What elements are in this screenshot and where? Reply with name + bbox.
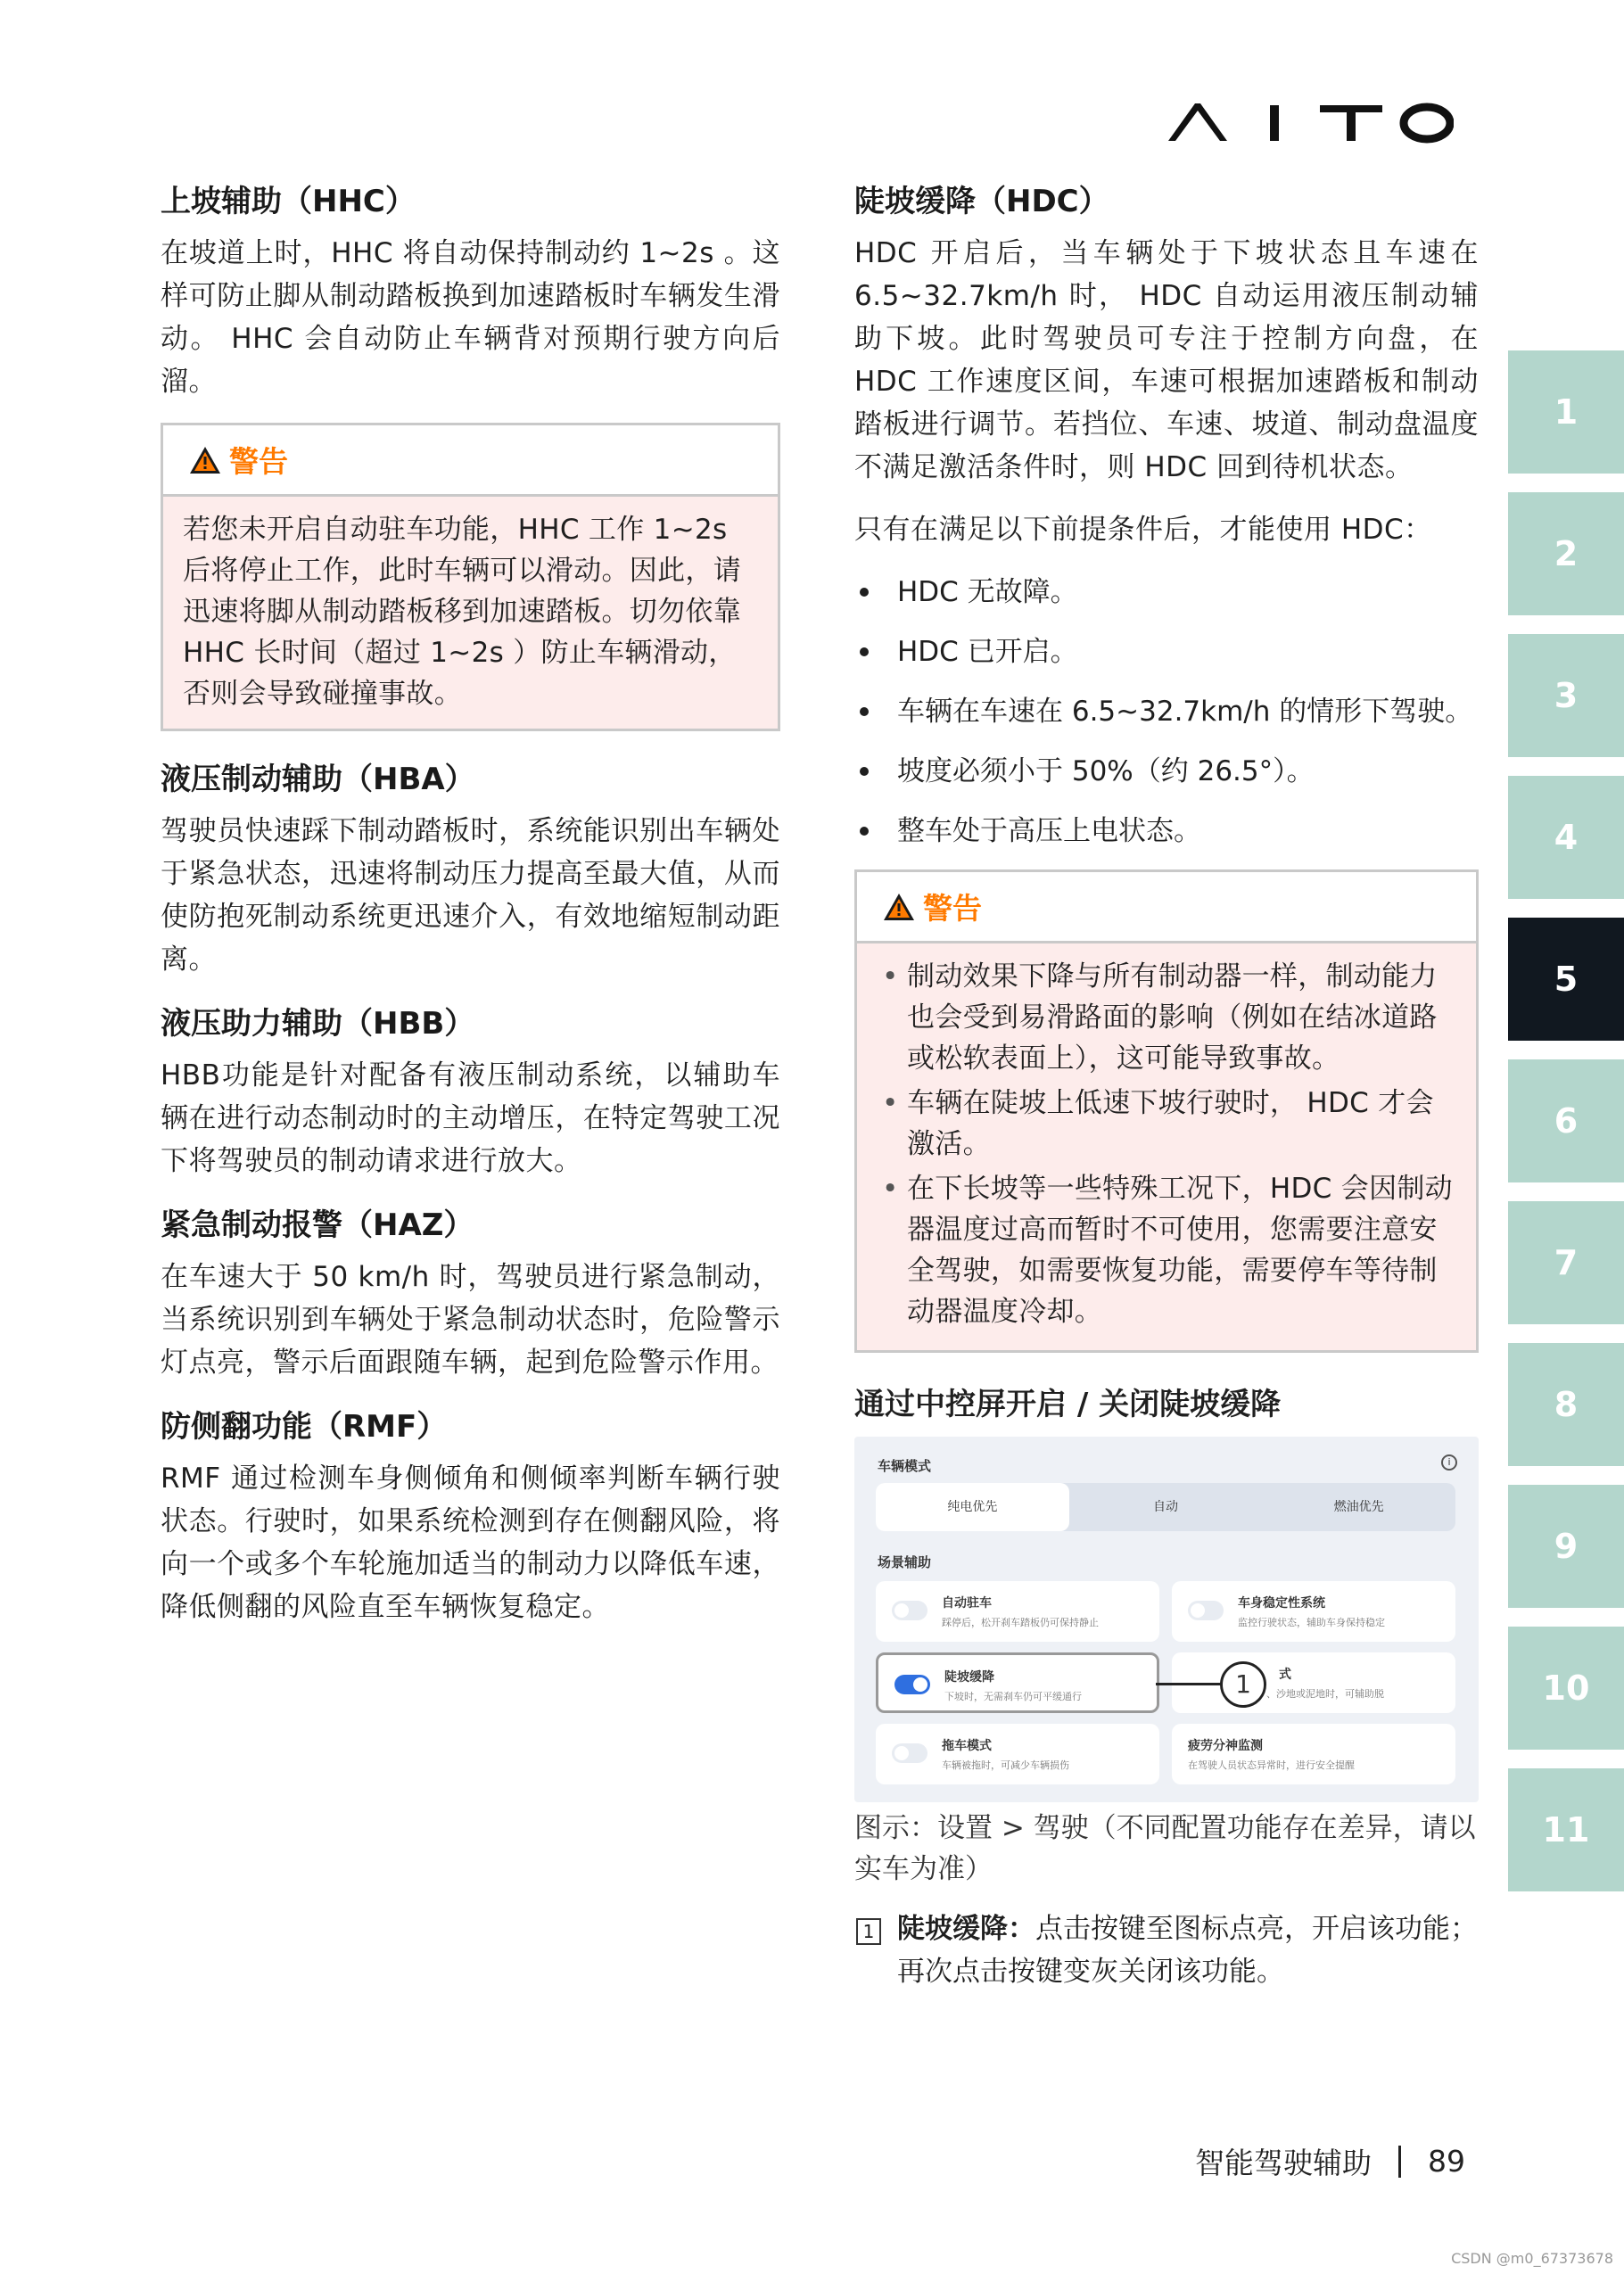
card-title: 疲劳分神监测: [1188, 1739, 1263, 1753]
warning-label: 警告: [923, 891, 982, 926]
card-auto-hold[interactable]: [876, 1581, 1159, 1642]
hba-title: 液压制动辅助（HBA）: [161, 762, 475, 797]
warning-label: 警告: [229, 444, 288, 479]
card-esp[interactable]: [1172, 1581, 1455, 1642]
warning-box-hhc: [161, 423, 780, 731]
settings-screenshot: [854, 1437, 1479, 1802]
aito-logo: [1168, 100, 1454, 144]
rmf-body: RMF 通过检测车身侧倾角和侧倾率判断车辆行驶状态。行驶时，如果系统检测到存在侧翻风险，将向一个或多个车轮施加适当的制动力以降低车速，降低侧翻的风险直至车辆恢复稳定。: [161, 1462, 780, 1623]
callout-description: [854, 1907, 1479, 1993]
chapter-tab-9[interactable]: 9: [1508, 1485, 1624, 1608]
card-subtitle: 下坡时，无需刹车仍可平缓通行: [944, 1691, 1082, 1702]
toggle-switch[interactable]: [892, 1743, 927, 1763]
hdc-title: 陡坡缓降（HDC）: [854, 184, 1109, 219]
list-item: • 在下长坡等一些特殊工况下，HDC 会因制动器温度过高而暂时不可使用，您需要注意安全驾驶，如需要恢复功能，需要停车等待制动器温度冷却。: [877, 1168, 1456, 1332]
card-subtitle: 、沙地或泥地时，可辅助脱: [1266, 1688, 1384, 1700]
chapter-tab-11[interactable]: 11: [1508, 1768, 1624, 1891]
info-icon[interactable]: i: [1441, 1454, 1457, 1471]
hdc-intro: 只有在满足以下前提条件后，才能使用 HDC：: [854, 514, 1432, 546]
mode-auto[interactable]: 自动: [1153, 1500, 1178, 1514]
mode-ev-first[interactable]: 纯电优先: [876, 1483, 1069, 1531]
list-item: 车辆在车速在 6.5~32.7km/h 的情形下驾驶。: [854, 690, 1479, 733]
toggle-switch[interactable]: [892, 1601, 927, 1620]
callout-marker: 1: [1220, 1661, 1266, 1708]
card-fatigue-monitor[interactable]: [1172, 1724, 1455, 1784]
chapter-tab-8[interactable]: 8: [1508, 1343, 1624, 1466]
chapter-tab-5[interactable]: 5: [1508, 918, 1624, 1041]
warning-icon: [882, 892, 916, 922]
warning-header: [163, 425, 778, 497]
callout-number-box: 1: [856, 1918, 881, 1945]
mode-fuel-first[interactable]: 燃油优先: [1333, 1500, 1384, 1514]
hbb-body: HBB功能是针对配备有液压制动系统，以辅助车辆在进行动态制动时的主动增压，在特定驾驶工况下将驾驶员的制动请求进行放大。: [161, 1059, 780, 1177]
list-item: • 制动效果下降与所有制动器一样，制动能力也会受到易滑路面的影响（例如在结冰道路或松软表面上），这可能导致事故。: [877, 956, 1456, 1079]
card-subtitle: 车辆被拖时，可减少车辆损伤: [942, 1759, 1069, 1771]
vehicle-mode-label: 车辆模式: [878, 1458, 932, 1474]
card-title: 陡坡缓降: [944, 1670, 994, 1685]
warning-header: [857, 872, 1476, 943]
haz-title: 紧急制动报警（HAZ）: [161, 1207, 474, 1243]
card-tow-mode[interactable]: [876, 1724, 1159, 1784]
figure-caption: 图示：设置 > 驾驶（不同配置功能存在差异，请以实车为准）: [854, 1812, 1476, 1885]
chapter-tab-10[interactable]: 10: [1508, 1627, 1624, 1750]
hhc-body: 在坡道上时，HHC 将自动保持制动约 1~2s 。这样可防止脚从制动踏板换到加速踏板时车辆发生滑动。 HHC 会自动防止车辆背对预期行驶方向后溜。: [161, 237, 780, 398]
watermark: CSDN @m0_67373678: [1451, 2250, 1613, 2267]
right-column: [854, 178, 1479, 1993]
hhc-title: 上坡辅助（HHC）: [161, 184, 416, 219]
chapter-tab-6[interactable]: 6: [1508, 1059, 1624, 1182]
card-title: 拖车模式: [942, 1739, 992, 1753]
card-subtitle: 踩停后，松开刹车踏板仍可保持静止: [942, 1617, 1099, 1628]
list-item: 整车处于高压上电状态。: [854, 810, 1479, 853]
footer-section-name: 智能驾驶辅助: [1195, 2146, 1372, 2180]
chapter-tab-3[interactable]: 3: [1508, 634, 1624, 757]
haz-body: 在车速大于 50 km/h 时，驾驶员进行紧急制动，当系统识别到车辆处于紧急制动状态时，危险警示灯点亮，警示后面跟随车辆，起到危险警示作用。: [161, 1261, 780, 1379]
card-title: 自动驻车: [942, 1596, 992, 1611]
callout-term: 陡坡缓降：: [897, 1913, 1035, 1945]
card-title: 式: [1279, 1668, 1291, 1682]
warning-list: [857, 943, 1476, 1350]
scene-assist-label: 场景辅助: [878, 1554, 932, 1570]
card-subtitle: 监控行驶状态，辅助车身保持稳定: [1238, 1617, 1385, 1628]
hdc-toggle-switch[interactable]: [894, 1675, 930, 1694]
footer-divider: [1398, 2146, 1401, 2178]
page-number: 89: [1428, 2144, 1465, 2179]
chapter-tab-2[interactable]: 2: [1508, 492, 1624, 615]
card-title: 车身稳定性系统: [1238, 1596, 1325, 1611]
hbb-title: 液压助力辅助（HBB）: [161, 1006, 475, 1042]
chapter-tab-4[interactable]: 4: [1508, 776, 1624, 899]
callout-text: 点击按键至图标点亮，开启该功能；再次点击按键变灰关闭该功能。: [897, 1913, 1478, 1988]
callout-leader-line: [1156, 1683, 1224, 1685]
page-footer: [1195, 2140, 1465, 2182]
warning-box-hdc: [854, 869, 1479, 1353]
card-hdc[interactable]: [876, 1652, 1159, 1713]
list-item: HDC 已开启。: [854, 630, 1479, 673]
warning-text: 若您未开启自动驻车功能，HHC 工作 1~2s 后将停止工作，此时车辆可以滑动。因此，请迅速将脚从制动踏板移到加速踏板。切勿依靠 HHC 长时间（超过 1~2s ）防止车辆滑动，否则会导致碰撞事故。: [163, 497, 778, 729]
chapter-tab-7[interactable]: 7: [1508, 1201, 1624, 1324]
card-subtitle: 在驾驶人员状态异常时，进行安全提醒: [1188, 1759, 1355, 1771]
warning-icon: [188, 445, 222, 475]
toggle-switch[interactable]: [1188, 1601, 1224, 1620]
vehicle-mode-segmented: [876, 1483, 1455, 1531]
chapter-tabs: [1508, 350, 1624, 1910]
list-item: HDC 无故障。: [854, 571, 1479, 614]
rmf-title: 防侧翻功能（RMF）: [161, 1409, 448, 1445]
list-item: • 车辆在陡坡上低速下坡行驶时， HDC 才会激活。: [877, 1083, 1456, 1165]
hdc-conditions-list: [854, 571, 1479, 853]
screen-section-title: 通过中控屏开启 / 关闭陡坡缓降: [854, 1387, 1282, 1422]
left-column: [161, 178, 780, 1648]
hdc-body: HDC 开启后，当车辆处于下坡状态且车速在 6.5~32.7km/h 时， HDC 自动运用液压制动辅助下坡。此时驾驶员可专注于控制方向盘，在 HDC 工作速度区间，车速可根据加速踏板和制动踏板进行调节。若挡位、车速、坡道、制动盘温度不满足激活条件时，则 HDC 回到待机状态。: [854, 237, 1479, 483]
chapter-tab-1[interactable]: 1: [1508, 350, 1624, 474]
list-item: 坡度必须小于 50%（约 26.5°）。: [854, 750, 1479, 793]
hba-body: 驾驶员快速踩下制动踏板时，系统能识别出车辆处于紧急状态，迅速将制动压力提高至最大值，从而使防抱死制动系统更迅速介入，有效地缩短制动距离。: [161, 815, 780, 976]
